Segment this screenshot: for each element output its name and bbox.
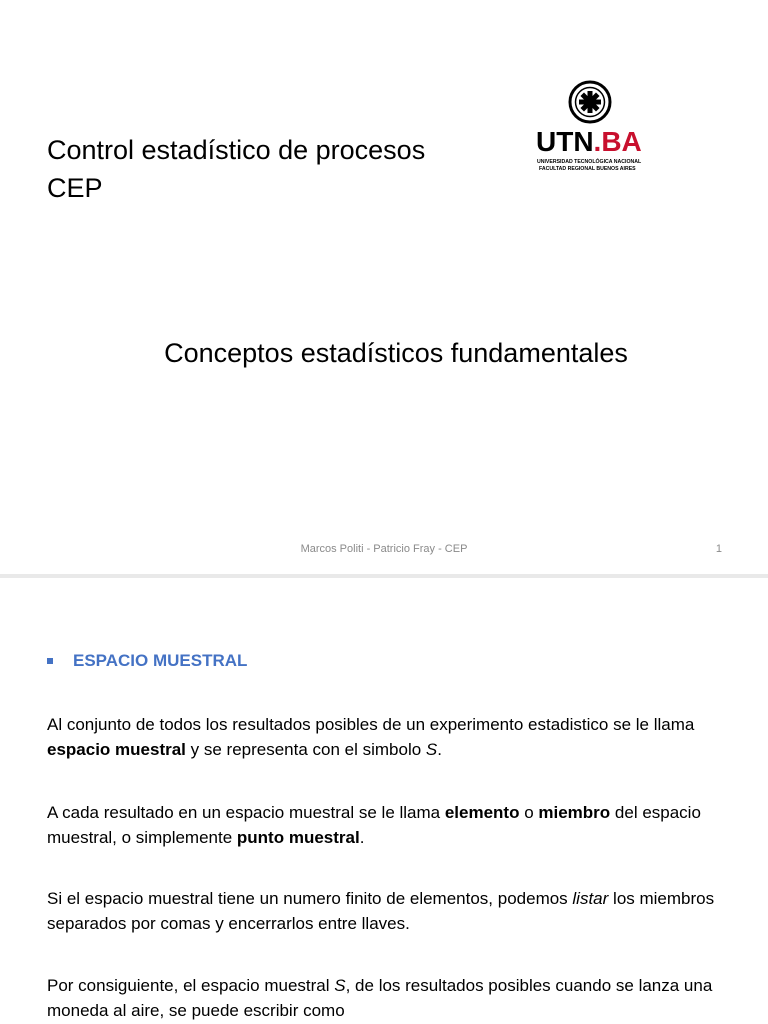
slide-2 bbox=[0, 580, 768, 1024]
utn-emblem-icon bbox=[536, 80, 644, 172]
slide-page-number: 1 bbox=[715, 543, 722, 555]
paragraph-definition: Al conjunto de todos los resultados posibles de un experimento estadistico se le llama espacio muestral y se representa con el simbolo S. bbox=[47, 715, 695, 759]
section-heading-text: ESPACIO MUESTRAL bbox=[73, 651, 248, 670]
slide-title-line-1: Control estadístico de procesos bbox=[47, 135, 426, 165]
slide-subtitle: Conceptos estadísticos fundamentales bbox=[164, 338, 628, 368]
slide-title-line-2: CEP bbox=[47, 173, 103, 203]
slide-divider bbox=[0, 574, 768, 578]
logo-university-name: UNIVERSIDAD TECNOLÓGICA NACIONAL bbox=[537, 159, 642, 165]
paragraph-coin-example: Por consiguiente, el espacio muestral S, de los resultados posibles cuando se lanza una moneda al aire, se puede escribir como bbox=[47, 976, 713, 1020]
bullet-square-icon bbox=[47, 658, 53, 664]
logo-faculty-name: FACULTAD REGIONAL BUENOS AIRES bbox=[539, 166, 636, 172]
section-heading bbox=[47, 651, 247, 671]
paragraph-element: A cada resultado en un espacio muestral se le llama elemento o miembro del espacio muestral, o simplemente punto muestral. bbox=[47, 803, 701, 847]
slide-footer: Marcos Politi - Patricio Fray - CEP bbox=[300, 543, 468, 555]
utn-ba-logo bbox=[536, 80, 644, 172]
logo-wordmark: UTN.BA bbox=[536, 126, 642, 157]
paragraph-finite-list: Si el espacio muestral tiene un numero finito de elementos, podemos listar los miembros separados por comas y encerrarlos entre llaves. bbox=[47, 889, 715, 933]
